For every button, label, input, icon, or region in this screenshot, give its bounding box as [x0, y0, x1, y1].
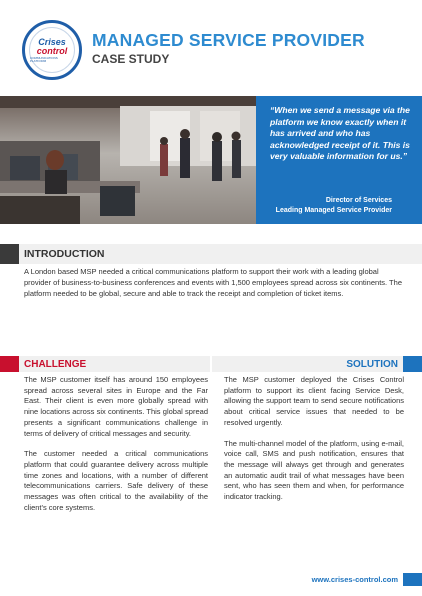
footer-accent	[403, 573, 422, 586]
solution-paragraph: The multi-channel model of the platform, using e-mail, voice call, SMS and push notification, ensures that the message will always get through and generates an automatic audit trail of what messages have been sent, who has seen them and when, for performance indicator tracking.	[224, 438, 404, 502]
introduction-heading: INTRODUCTION	[24, 248, 105, 260]
challenge-paragraph: The MSP customer itself has around 150 employees spread across several sites in Europe and the Far East. Their client is even more globally spread with nine locations across six continents. This global spread presents a significant communications challenge in terms of delivery of critical messages and security.	[24, 375, 208, 438]
solution-paragraph: The MSP customer deployed the Crises Control platform to support its client facing Service Desk, allowing the support team to send secure notifications about critical service issues that needed to be resolved urgently.	[224, 375, 404, 427]
challenge-paragraph: The customer needed a critical communications platform that could guarantee delivery across multiple time zones and locations, with a number of different telecommunications carriers. Safe delivery of these messages was often critical to the availability of the client's core systems.	[24, 449, 208, 512]
solution-column	[224, 375, 404, 513]
challenge-column	[24, 375, 208, 523]
page-subtitle: CASE STUDY	[92, 52, 170, 66]
introduction-accent	[0, 244, 19, 264]
introduction-text: A London based MSP needed a critical communications platform to support their work with a leading global provider of business-to-business conferences and events with 1,500 employees spread across six continents. The platform needed to be global, secure and able to track the receipt and completion of ticket items.	[24, 267, 402, 298]
testimonial-author	[276, 196, 392, 216]
logo-inner-ring	[29, 27, 75, 73]
challenge-accent	[0, 356, 19, 372]
website-link[interactable]: www.crises-control.com	[311, 575, 398, 584]
crises-control-logo	[22, 20, 82, 80]
logo-word-control: control	[36, 45, 68, 56]
solution-heading: SOLUTION	[346, 359, 398, 370]
logo-word-crises: Crises	[38, 36, 66, 47]
logo-tagline: COMMUNICATIONS PLATFORM	[30, 55, 58, 63]
challenge-heading: CHALLENGE	[24, 359, 87, 370]
testimonial-quote: “When we send a message via the platform we know exactly when it has arrived and who has acknowledged receipt of it. This is very valuable information for us.”	[270, 105, 410, 162]
testimonial-quote-box	[256, 96, 422, 224]
solution-accent	[403, 356, 422, 372]
page-title: MANAGED SERVICE PROVIDER	[92, 30, 365, 50]
author-role: Director of Services	[325, 197, 392, 204]
author-organization: Leading Managed Service Provider	[275, 207, 392, 214]
